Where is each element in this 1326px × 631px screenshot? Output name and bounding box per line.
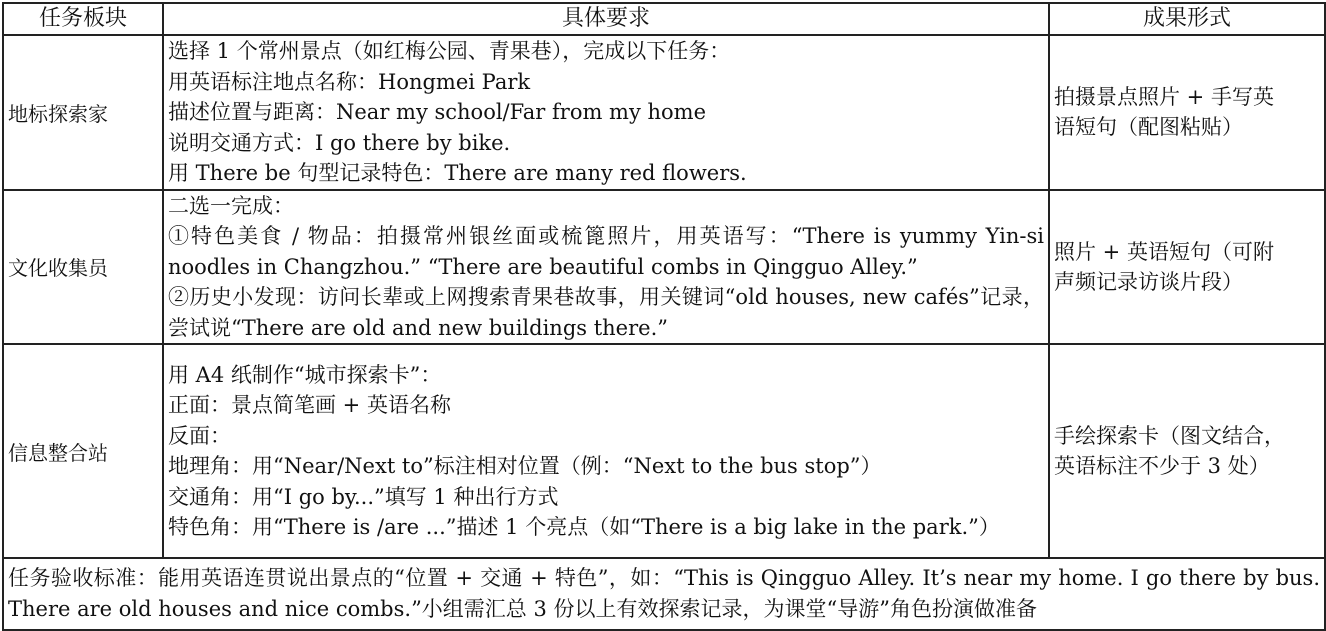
header-task-block: 任务板块 (3, 3, 163, 35)
task-table (2, 2, 1326, 631)
task-block-cell: 文化收集员 (3, 190, 163, 345)
output-line: 照片 + 英语短句（可附 (1054, 239, 1274, 264)
requirement-line: 选择 1 个常州景点（如红梅公园、青果巷），完成以下任务： (168, 39, 731, 63)
output-line: 手绘探索卡（图文结合， (1054, 424, 1285, 448)
task-block-cell: 地标探索家 (3, 35, 163, 190)
requirement-cell (163, 35, 1049, 190)
output-cell (1049, 344, 1325, 558)
table-row (3, 344, 1325, 558)
requirement-line: 用 There be 句型记录特色：There are many red flowers. (168, 161, 747, 185)
task-block-cell: 信息整合站 (3, 344, 163, 558)
requirement-line: 反面： (168, 423, 231, 448)
output-line: 声频记录访谈片段） (1054, 269, 1243, 294)
table-header-row (3, 3, 1325, 35)
criteria-row (3, 558, 1325, 630)
header-requirement: 具体要求 (163, 3, 1049, 35)
requirement-line: ①特色美食 / 物品：拍摄常州银丝面或梳篦照片，用英语写：“There is yummy Yin-si noodles in Changzhou.” “There are beautiful combs in Qingguo Alley.” (168, 224, 1044, 279)
requirement-cell (163, 344, 1049, 558)
acceptance-criteria: 任务验收标准：能用英语连贯说出景点的“位置 + 交通 + 特色”，如：“This is Qingguo Alley. It’s near my home. I go there by bus. There are old houses and nice combs.”小组需汇总 3 份以上有效探索记录，为课堂“导游”角色扮演做准备 (3, 558, 1325, 630)
requirement-cell (163, 190, 1049, 345)
table-row (3, 35, 1325, 190)
requirement-line: 用英语标注地点名称：Hongmei Park (168, 69, 531, 94)
requirement-line: 说明交通方式：I go there by bike. (168, 130, 511, 155)
output-cell (1049, 190, 1325, 345)
output-cell (1049, 35, 1325, 190)
requirement-line: 地理角：用“Near/Next to”标注相对位置（例：“Next to the bus stop”） (168, 454, 882, 478)
requirement-line: ②历史小发现：访问长辈或上网搜索青果巷故事，用关键词“old houses, new cafés”记录，尝试说“There are old and new buildings there.” (168, 285, 1044, 340)
requirement-line: 正面：景点简笔画 + 英语名称 (168, 393, 451, 417)
requirement-line: 二选一完成： (168, 193, 294, 218)
header-output: 成果形式 (1049, 3, 1325, 35)
table-row (3, 190, 1325, 345)
requirement-line: 描述位置与距离：Near my school/Far from my home (168, 100, 707, 124)
requirement-line: 用 A4 纸制作“城市探索卡”： (168, 362, 442, 387)
output-line: 语短句（配图粘贴） (1054, 115, 1243, 140)
requirement-line: 特色角：用“There is /are ...”描述 1 个亮点（如“There is a big lake in the park.”） (168, 515, 1000, 539)
output-line: 拍摄景点照片 + 手写英 (1054, 85, 1274, 110)
requirement-line: 交通角：用“I go by...”填写 1 种出行方式 (168, 484, 559, 509)
output-line: 英语标注不少于 3 处） (1054, 454, 1270, 478)
